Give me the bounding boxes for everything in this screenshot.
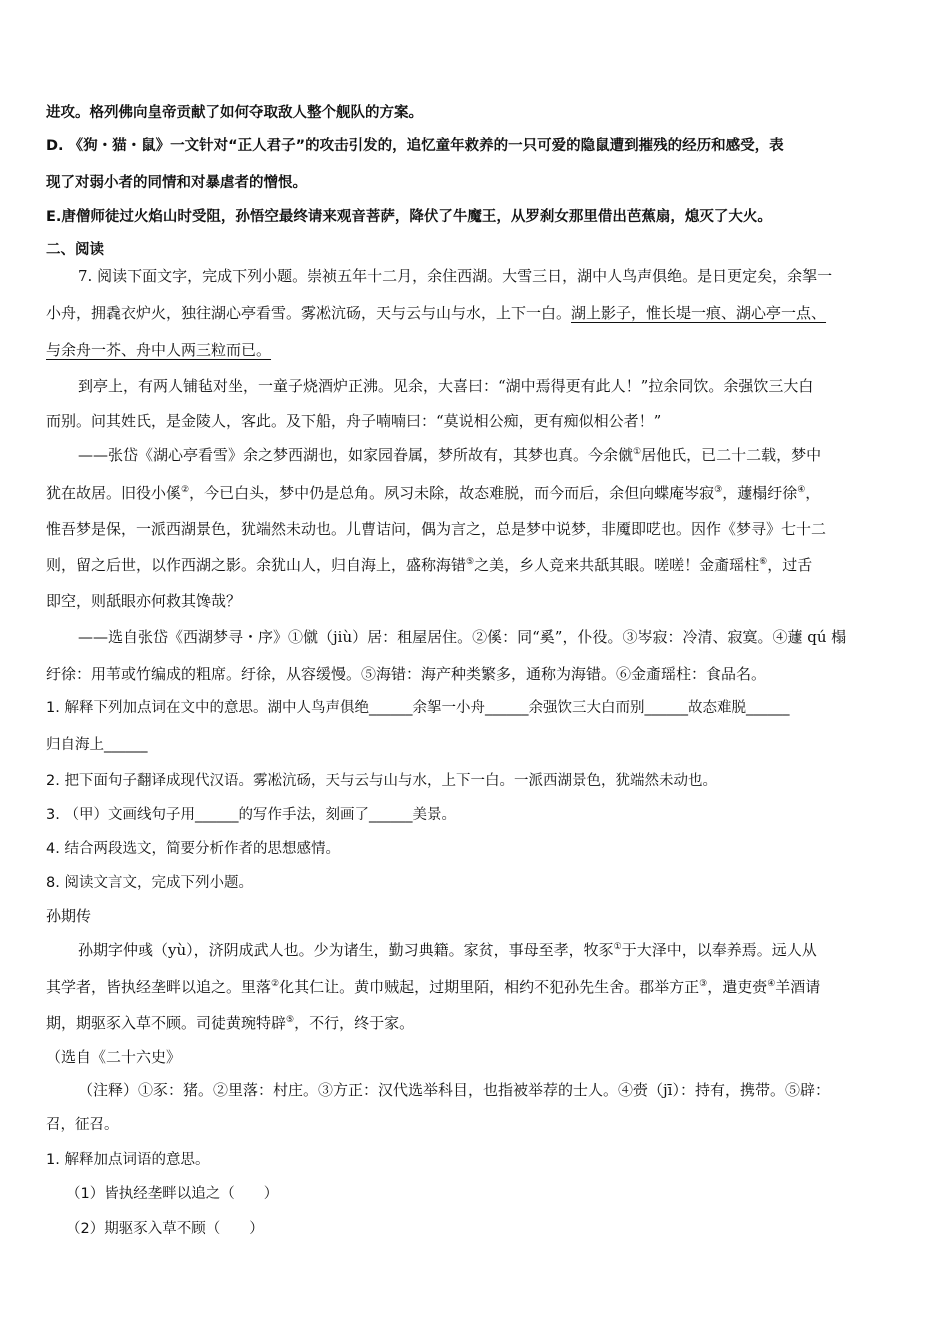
text-run: ，遣吏赍 <box>707 978 768 996</box>
footnote-marker: ① <box>613 942 622 952</box>
text-run: ——张岱《湖心亭看雪》余之梦西湖也，如家园眷属，梦所故有，其梦也真。今余僦 <box>78 446 634 464</box>
footnote-marker: ① <box>633 447 642 457</box>
q7-sub1-line-2: 归自海上______ <box>46 737 148 753</box>
q7-sub1-line-1: 1. 解释下列加点词在文中的意思。湖中人鸟声俱绝______余挐一小舟______余强饮三大白而别______故态难脱______ <box>46 700 790 716</box>
footnote-marker: ⑤ <box>286 1015 295 1025</box>
q8-passage-line-2 <box>46 977 820 997</box>
text-run: 之美，乡人竞来共舐其眼。嗟嗟！金齑瑶柱 <box>474 556 760 574</box>
option-d-line-2: 现了对弱小者的同情和对暴虐者的憎恨。 <box>46 175 307 191</box>
q7-passage-line-5: 而别。问其姓氏，是金陵人，客此。及下船，舟子喃喃曰：“莫说相公痴，更有痴似相公者！” <box>46 412 662 430</box>
underlined-sentence-part-1: 湖上影子，惟长堤一痕、湖心亭一点、 <box>571 304 827 322</box>
text-run: 羊酒请 <box>775 978 821 996</box>
text-run: ，不行，终于家。 <box>294 1014 415 1032</box>
footnote-marker: ② <box>271 979 280 989</box>
q8-source: （选自《二十六史》 <box>46 1048 182 1066</box>
text-run: 于大泽中，以奉养焉。远人从 <box>621 941 817 959</box>
q8-sub1: 1. 解释加点词语的意思。 <box>46 1152 210 1168</box>
option-e: E.唐僧师徒过火焰山时受阻，孙悟空最终请来观音菩萨，降伏了牛魔王，从罗刹女那里借出芭蕉扇，熄灭了大火。 <box>46 209 772 225</box>
text-run: ，蘧榻纡徐 <box>722 484 798 502</box>
text-run: 化其仁让。黄巾贼起，过期里陌，相约不犯孙先生舍。郡举方正 <box>279 978 700 996</box>
text-run: ，今已白头，梦中仍是总角。夙习未除，故态难脱，而今而后，余但向蝶庵岑寂 <box>189 484 715 502</box>
q7-passage-line-2 <box>46 303 826 323</box>
q8-notes-line-2: 召，征召。 <box>46 1117 119 1133</box>
text-run: 期，期驱豕入草不顾。司徒黄琬特辟 <box>46 1014 287 1032</box>
footnote-marker: ③ <box>714 485 723 495</box>
q7-second-text-line-3: 惟吾梦是保，一派西湖景色，犹端然未动也。儿曹诘问，偶为言之，总是梦中说梦，非魇即呓也。因作《梦寻》七十二 <box>46 520 827 538</box>
text-run: 居他氏，已二十二载，梦中 <box>641 446 822 464</box>
footnote-marker: ⑤ <box>466 557 475 567</box>
q7-passage-text: 小舟，拥毳衣炉火，独往湖心亭看雪。雾凇沆砀，天与云与山与水，上下一白。 <box>46 304 572 322</box>
text-run: ， <box>805 484 821 502</box>
q7-notes-line-1: ——选自张岱《西湖梦寻・序》①僦（jiù）居：租屋居住。②傒：同“奚”，仆役。③岑寂：冷清、寂寞。④蘧 qú 榻 <box>78 628 847 646</box>
q7-sub3: 3. （甲）文画线句子用______的写作手法，刻画了______美景。 <box>46 807 456 823</box>
q7-notes-line-2: 纡徐：用苇或竹编成的粗席。纡徐，从容缓慢。⑤海错：海产种类繁多，通称为海错。⑥金齑瑶柱：食品名。 <box>46 665 767 683</box>
q8-passage-line-1 <box>78 940 817 960</box>
footnote-marker: ② <box>181 485 190 495</box>
footnote-marker: ⑥ <box>759 557 768 567</box>
text-run: 孙期字仲彧（yù），济阴成武人也。少为诸生，勤习典籍。家贫，事母至孝，牧豕 <box>78 941 614 959</box>
q8-passage-line-3 <box>46 1013 414 1033</box>
section-heading-reading: 二、阅读 <box>46 242 104 258</box>
q8-sub1-item-1: （1）皆执经垄畔以追之（ ） <box>66 1186 279 1202</box>
q8-notes-line-1: （注释）①豕：猪。②里落：村庄。③方正：汉代选举科目，也指被举荐的士人。④赍（jī）：持有，携带。⑤辟： <box>78 1081 830 1099</box>
q8-sub1-item-2: （2）期驱豕入草不顾（ ） <box>66 1221 264 1237</box>
q7-sub2: 2. 把下面句子翻译成现代汉语。雾凇沆砀，天与云与山与水，上下一白。一派西湖景色，犹端然未动也。 <box>46 773 717 789</box>
q7-sub4: 4. 结合两段选文，简要分析作者的思想感情。 <box>46 841 340 857</box>
q7-passage-line-4: 到亭上，有两人铺毡对坐，一童子烧酒炉正沸。见余，大喜曰：“湖中焉得更有此人！”拉余同饮。余强饮三大白 <box>78 377 814 395</box>
text-run: 则，留之后世，以作西湖之影。余犹山人，归自海上，盛称海错 <box>46 556 467 574</box>
text-run: 犹在故居。旧役小傒 <box>46 484 182 502</box>
q7-second-text-line-1 <box>78 445 821 465</box>
line-previous-question-tail: 进攻。格列佛向皇帝贡献了如何夺取敌人整个舰队的方案。 <box>46 105 423 121</box>
footnote-marker: ③ <box>699 979 708 989</box>
footnote-marker: ④ <box>767 979 776 989</box>
q8-heading: 8. 阅读文言文，完成下列小题。 <box>46 875 253 891</box>
underlined-sentence-part-2: 与余舟一芥、舟中人两三粒而已。 <box>46 341 272 359</box>
q7-second-text-line-2 <box>46 483 820 503</box>
text-run: ，过舌 <box>767 556 813 574</box>
footnote-marker: ④ <box>797 485 806 495</box>
q7-second-text-line-5: 即空，则舐眼亦何救其馋哉？ <box>46 592 242 610</box>
q8-title: 孙期传 <box>46 907 92 925</box>
text-run: 其学者，皆执经垄畔以追之。里落 <box>46 978 272 996</box>
q7-passage-line-1: 7. 阅读下面文字，完成下列小题。崇祯五年十二月，余住西湖。大雪三日，湖中人鸟声俱绝。是日更定矣，余挐一 <box>78 267 833 285</box>
q7-second-text-line-4 <box>46 555 812 575</box>
option-d-line-1: D. 《狗・猫・鼠》一文针对“正人君子”的攻击引发的，追忆童年救养的一只可爱的隐鼠遭到摧残的经历和感受，表 <box>46 138 784 154</box>
